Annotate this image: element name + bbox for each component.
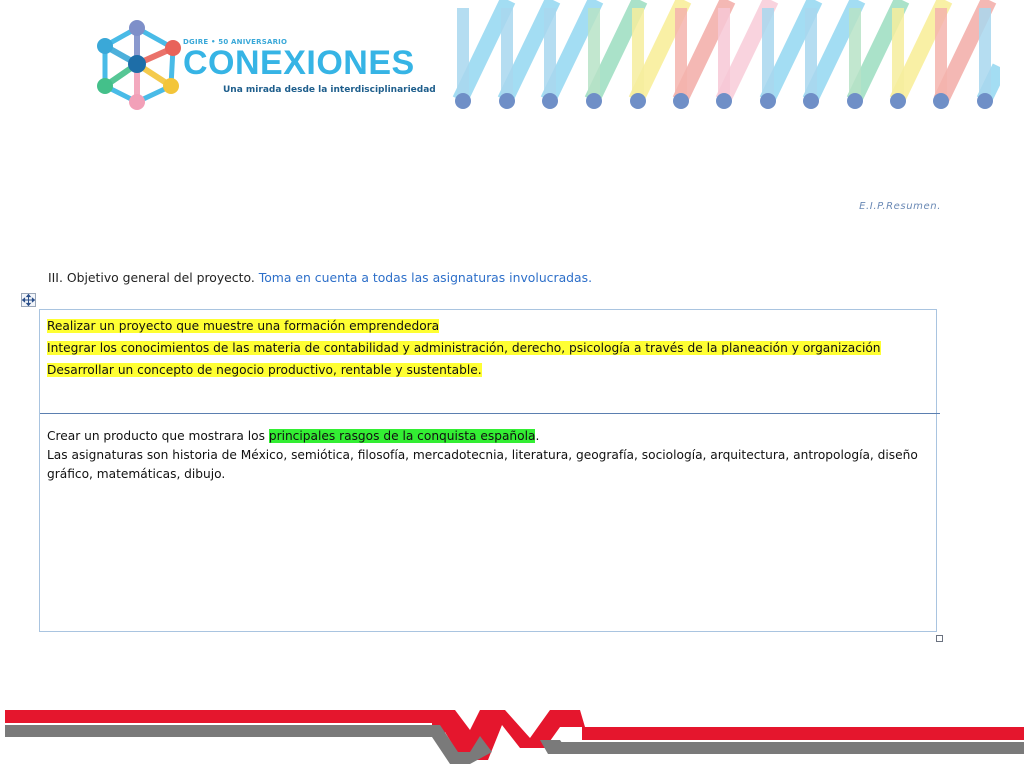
objective-line [47,317,927,336]
section-tag: E.I.P.Resumen. [859,201,941,212]
highlighted-text: Integrar los conocimientos de las materia de contabilidad y administración, derecho, psicología a través de la planeación y organización [47,341,881,355]
table-resize-handle[interactable] [936,635,943,642]
objective-cell[interactable] [47,317,927,380]
description-text: Crear un producto que mostrara los [47,429,269,443]
decorative-stripes [450,0,1000,115]
uvaa-logo-icon [425,710,585,764]
logo-superscript: DGIRE • 50 ANIVERSARIO [183,38,288,46]
objective-table [39,309,937,632]
highlighted-text: Desarrollar un concepto de negocio productivo, rentable y sustentable. [47,363,482,377]
table-row-divider [40,413,940,414]
description-line: Las asignaturas son historia de México, semiótica, filosofía, mercadotecnia, literatura, geografía, sociología, arquitectura, antropología, diseño gráfico, matemáticas, dibujo. [47,448,918,481]
highlighted-text-green: principales rasgos de la conquista española [268,429,536,443]
uvaa-footer-band [0,700,1024,768]
objective-line [47,361,927,380]
conexiones-emblem-icon [95,18,185,113]
logo-tagline: Una mirada desde la interdisciplinariedad [223,85,436,95]
footer-red-band-left [5,710,440,723]
section-heading [48,270,592,285]
description-line [47,427,927,446]
table-move-handle[interactable] [21,293,36,307]
footer-gray-band-left [5,725,445,737]
conexiones-logo [95,18,436,113]
description-cell[interactable] [47,427,927,484]
footer-red-band-right [582,727,1024,740]
logo-title: CONEXIONES [183,44,415,82]
heading-hint: Toma en cuenta a todas las asignaturas involucradas. [258,270,593,285]
move-arrows-icon [22,294,35,306]
heading-text: III. Objetivo general del proyecto. [48,270,255,285]
objective-line [47,339,927,358]
highlighted-text: Realizar un proyecto que muestre una formación emprendedora [47,319,440,333]
footer-gray-band-right [560,742,1024,754]
description-text: . [535,429,540,443]
